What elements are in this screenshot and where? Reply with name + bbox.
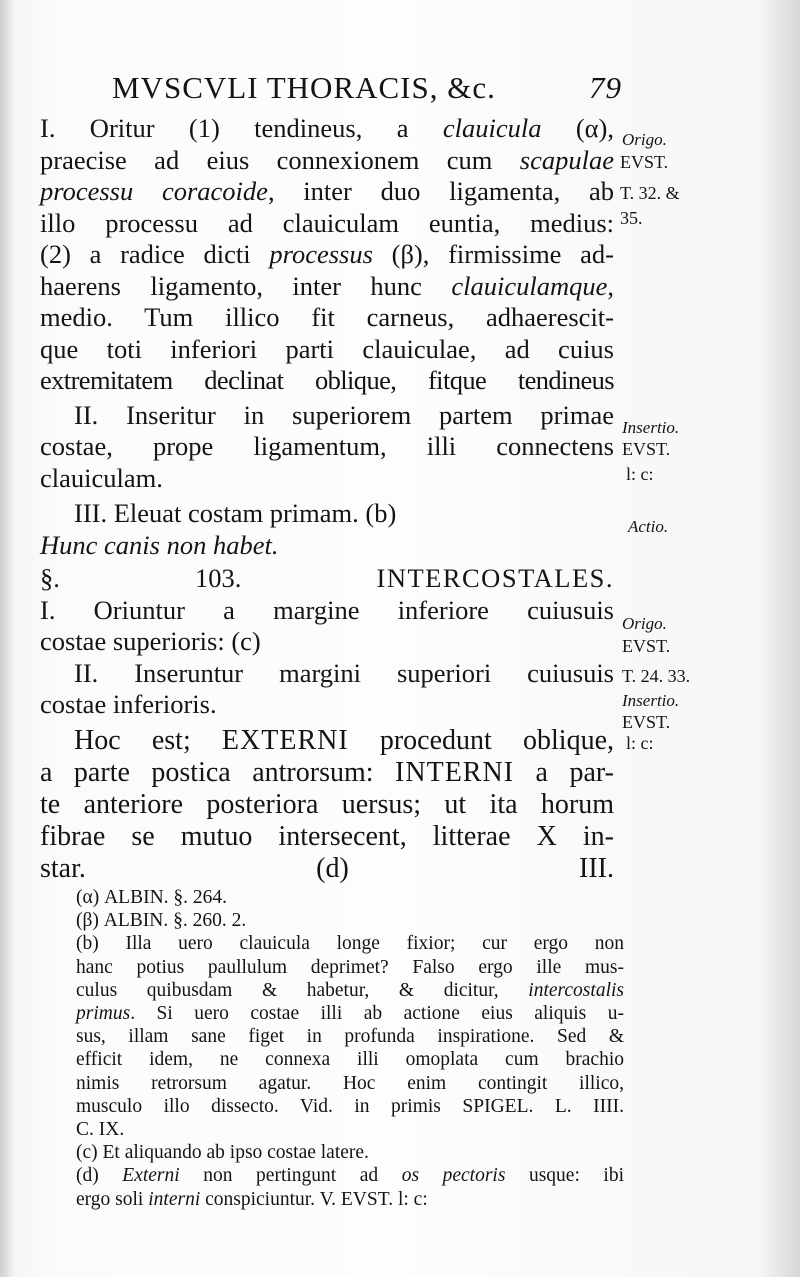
margin-note-evst: EVST. [622,636,671,656]
text-line: II. Inseritur in superiorem partem primae [74,399,614,430]
text-line: medio. Tum illico fit carneus, adhaerescit- [40,302,614,332]
text-line: clauiculam. [40,462,163,493]
page-number: 79 [589,70,622,105]
text-line: que toti inferiori parti clauiculae, ad cuius [40,333,614,364]
text-line: a parte postica antrorsum: INTERNI a par- [40,756,614,788]
text-line: I. Oriuntur a margine inferiore cuiusuis [40,594,614,625]
footnote-line: (β) ALBIN. §. 260. 2. [76,910,247,932]
text-line: praecise ad eius connexionem cum scapulae [40,144,614,175]
text-line: Hoc est; EXTERNI procedunt oblique, [74,724,614,756]
margin-note-origo: Origo. [622,130,667,149]
text-line: haerens ligamento, inter hunc clauiculamque, [40,270,614,301]
margin-note-actio: Actio. [628,517,669,536]
footnote-line: culus quibusdam & habetur, & dicitur, intercostalis [76,979,624,1001]
footnotes [76,886,624,1211]
running-title: MVSCVLI THORACIS, &c. [112,70,496,105]
margin-note-evst: EVST. [620,152,669,172]
margin-note-table-ref: T. 24. 33. [622,666,691,686]
text-line: III. Eleuat costam primam. (b) [74,498,397,528]
text-line: extremitatem declinat oblique, fitque tendineus [40,365,614,395]
margin-note-evst: EVST. l: c: [622,439,671,484]
footnote-line: efficit idem, ne connexa illi omoplata cum brachio [76,1049,624,1071]
text-line: Hunc canis non habet. [40,529,279,560]
margin-note-table-ref: T. 32. & 35. [620,183,680,228]
text-line: I. Oritur (1) tendineus, a clauicula (α), [40,113,614,143]
footnote-line: musculo illo dissecto. Vid. in primis SPIGEL. L. IIII. [76,1095,624,1117]
text-line: fibrae se mutuo intersecent, litterae X in- [40,820,614,852]
margin-note-insertio: Insertio. [622,691,680,710]
text-line: processu coracoide, inter duo ligamenta, ab [40,176,614,206]
footnote-line: C. IX. [76,1119,125,1141]
text-line: te anteriore posteriora uersus; ut ita horum [40,788,614,820]
text-line: costae inferioris. [40,689,217,719]
footnote-line: ergo soli interni conspiciuntur. V. EVST. l: c: [76,1188,428,1210]
text-line: II. Inseruntur margini superiori cuiusuis [74,657,614,688]
footnote-line: primus. Si uero costae illi ab actione eius aliquis u- [76,1003,624,1025]
footnote-line: (α) ALBIN. §. 264. [76,887,228,908]
margin-note-evst: EVST. l: c: [622,712,671,753]
footnote-line: (c) Et aliquando ab ipso costae latere. [76,1142,369,1164]
margin-note-origo: Origo. [622,614,667,633]
footnote-line: sus, illam sane figet in profunda inspiratione. Sed & [76,1026,624,1048]
main-text-column [40,113,614,885]
running-header [112,66,622,114]
text-line: (2) a radice dicti processus (β), firmissime ad- [40,239,614,269]
text-line: costae superioris: (c) [40,626,261,656]
section-heading: §. 103. INTERCOSTALES. [40,563,615,593]
margin-note-insertio: Insertio. [622,418,680,437]
footnote-line: hanc potius paullulum deprimet? Falso ergo ille mus- [76,956,624,978]
footnote-line: (b) Illa uero clauicula longe fixior; cur ergo non [76,933,624,955]
text-line: costae, prope ligamentum, illi connectens [40,431,614,461]
footnote-line: (d) Externi non pertingunt ad os pectoris usque: ibi [76,1165,625,1187]
text-line: illo processu ad clauiculam euntia, medius: [40,207,614,238]
footnote-line: nimis retrorsum agatur. Hoc enim contingit illico, [76,1072,624,1094]
text-line: star. (d) III. [40,852,615,884]
